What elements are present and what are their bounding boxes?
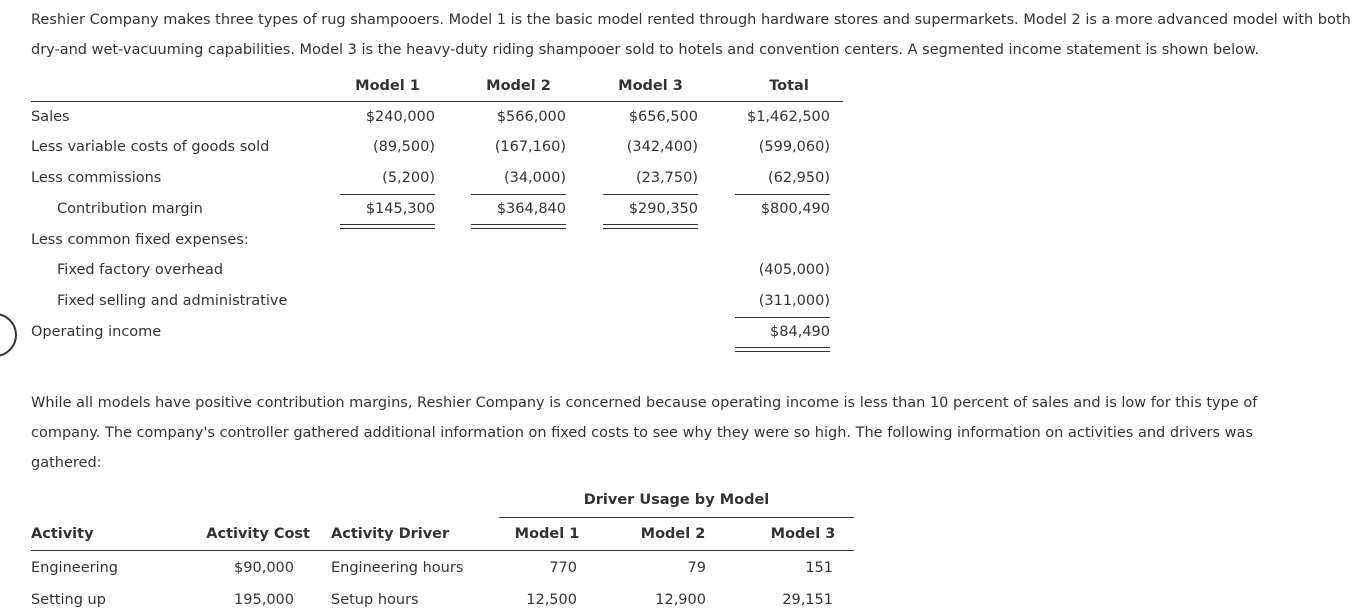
cell-cm-m3: $290,350 (628, 201, 698, 217)
row-label-sales: Sales (31, 109, 70, 125)
activity-driver-engineering: Engineering hours (331, 560, 464, 576)
cell-vcogs-m2: (167,160) (494, 139, 566, 155)
intro-paragraph: Reshier Company makes three types of rug shampooers. Model 1 is the basic model rented through hardware stores and supermarkets. Model 2 is a more advanced model with both dry-and wet-vacuuming capabilities. Model 3 is the heavy-duty riding shampooer sold to hotels and convention centers. A segmented income statement is shown below. (31, 12, 1351, 58)
col-header-activity: Activity (31, 526, 94, 542)
usage-engineering-m1: 770 (549, 560, 577, 576)
usage-setting-up-m2: 12,900 (655, 592, 706, 608)
activity-cost-setting-up: 195,000 (234, 592, 294, 608)
cell-cm-total: $800,490 (760, 201, 830, 217)
cell-vcogs-m3: (342,400) (626, 139, 698, 155)
col-header-driver-model-3: Model 3 (770, 526, 836, 542)
usage-setting-up-m3: 29,151 (782, 592, 833, 608)
double-rule-top-oi (735, 347, 830, 348)
double-rule-bottom-m1 (340, 228, 435, 229)
usage-engineering-m3: 151 (805, 560, 833, 576)
activity-header-rule (31, 550, 854, 551)
activity-driver-setting-up: Setup hours (331, 592, 419, 608)
driver-usage-group-header: Driver Usage by Model (583, 492, 770, 508)
subtotal-rule-fixed (735, 317, 830, 318)
row-label-fixed-factory-overhead: Fixed factory overhead (57, 262, 224, 278)
cell-sales-m3: $656,500 (628, 109, 698, 125)
usage-engineering-m2: 79 (687, 560, 706, 576)
cell-vcogs-m1: (89,500) (372, 139, 435, 155)
cell-oi-total: $84,490 (770, 324, 830, 340)
cell-comm-total: (62,950) (767, 170, 830, 186)
header-rule (31, 101, 843, 102)
cell-sales-m1: $240,000 (365, 109, 435, 125)
col-header-driver-model-1: Model 1 (514, 526, 580, 542)
activity-cost-engineering: $90,000 (234, 560, 294, 576)
double-rule-bottom-oi (735, 351, 830, 352)
cell-comm-m3: (23,750) (635, 170, 698, 186)
subtotal-rule-total (735, 194, 830, 195)
col-header-activity-driver: Activity Driver (331, 526, 450, 542)
cell-fsa-total: (311,000) (758, 293, 830, 309)
cell-ffo-total: (405,000) (758, 262, 830, 278)
subtotal-rule-m2 (471, 194, 566, 195)
usage-setting-up-m1: 12,500 (526, 592, 577, 608)
cell-cm-m1: $145,300 (365, 201, 435, 217)
col-header-model-3: Model 3 (618, 78, 683, 94)
group-header-rule (499, 517, 854, 518)
cell-sales-m2: $566,000 (496, 109, 566, 125)
cell-comm-m2: (34,000) (503, 170, 566, 186)
subtotal-rule-m1 (340, 194, 435, 195)
cursor-circle-marker[interactable] (0, 313, 17, 357)
double-rule-top-m2 (471, 224, 566, 225)
cell-cm-m2: $364,840 (496, 201, 566, 217)
col-header-model-1: Model 1 (355, 78, 420, 94)
row-label-variable-cogs: Less variable costs of goods sold (31, 139, 270, 155)
double-rule-top-m3 (603, 224, 698, 225)
cell-sales-total: $1,462,500 (746, 109, 830, 125)
row-label-fixed-selling-admin: Fixed selling and administrative (57, 293, 288, 309)
row-label-commissions: Less commissions (31, 170, 162, 186)
col-header-activity-cost: Activity Cost (206, 526, 310, 542)
col-header-total: Total (769, 78, 809, 94)
cell-vcogs-total: (599,060) (758, 139, 830, 155)
double-rule-bottom-m3 (603, 228, 698, 229)
col-header-driver-model-2: Model 2 (640, 526, 706, 542)
row-label-common-fixed: Less common fixed expenses: (31, 232, 249, 248)
col-header-model-2: Model 2 (486, 78, 551, 94)
double-rule-top-m1 (340, 224, 435, 225)
activity-name-engineering: Engineering (31, 560, 118, 576)
row-label-operating-income: Operating income (31, 324, 162, 340)
row-label-contribution-margin: Contribution margin (57, 201, 203, 217)
second-paragraph: While all models have positive contribution margins, Reshier Company is concerned because operating income is less than 10 percent of sales and is low for this type of company. The company's controller gathered additional information on fixed costs to see why they were so high. The following information on activities and drivers was gathered: (31, 395, 1258, 471)
activity-name-setting-up: Setting up (31, 592, 106, 608)
subtotal-rule-m3 (603, 194, 698, 195)
cell-comm-m1: (5,200) (382, 170, 435, 186)
double-rule-bottom-m2 (471, 228, 566, 229)
